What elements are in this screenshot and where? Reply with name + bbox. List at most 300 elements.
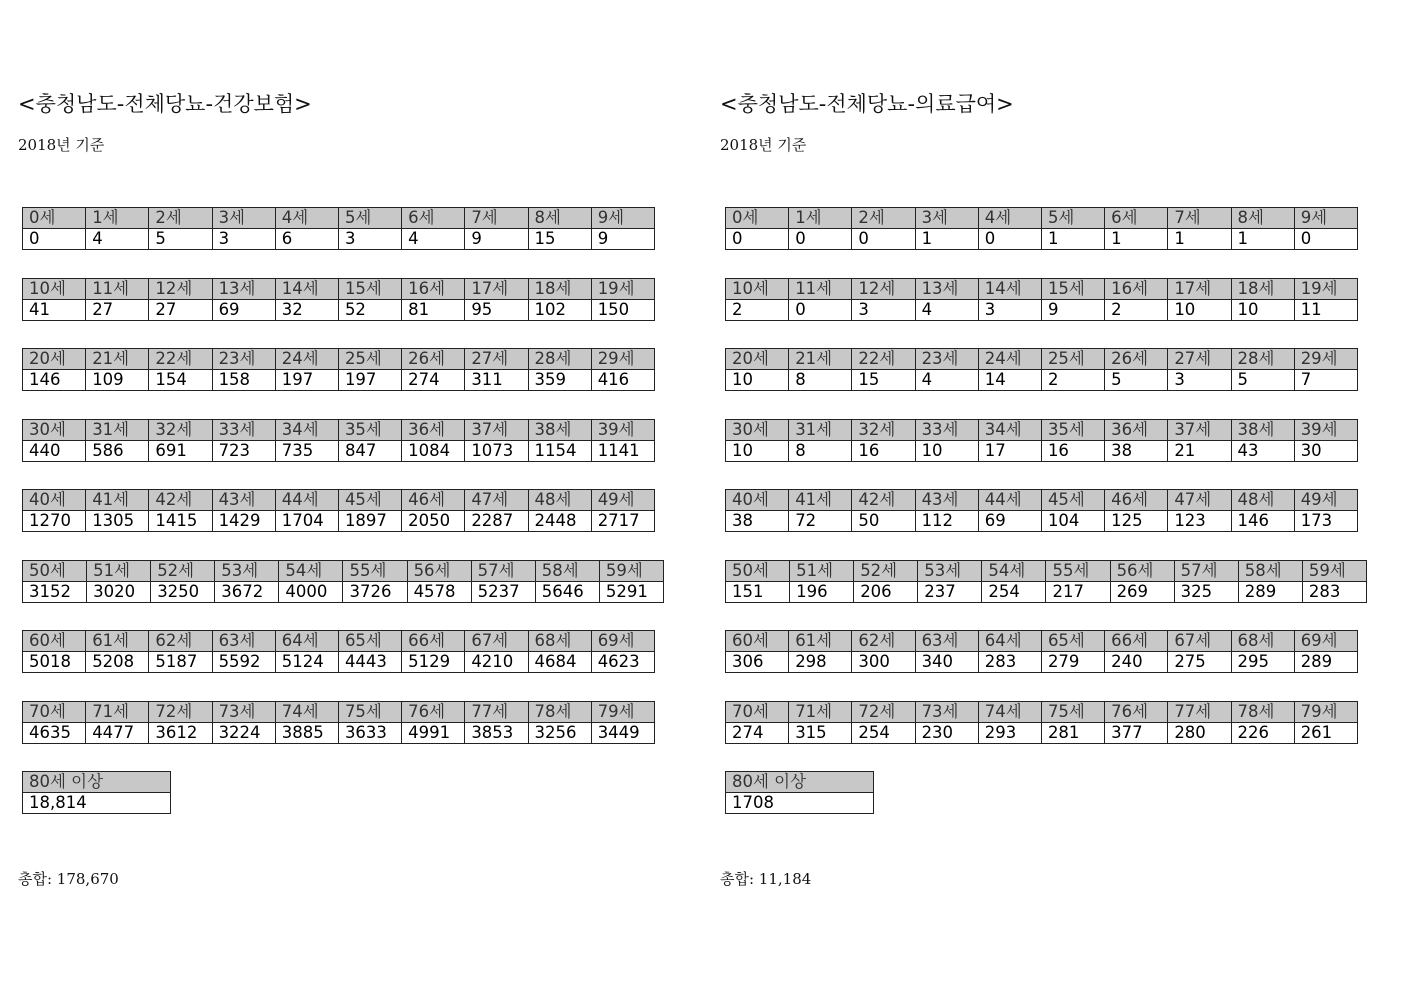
age-header-cell: 67세 bbox=[1168, 631, 1231, 652]
count-value-cell: 3612 bbox=[149, 723, 212, 744]
count-value-cell: 1 bbox=[915, 229, 978, 250]
count-value-cell: 1897 bbox=[338, 511, 401, 532]
count-value-cell: 2050 bbox=[402, 511, 465, 532]
age-header-cell: 28세 bbox=[1231, 349, 1294, 370]
count-value-cell: 2287 bbox=[465, 511, 528, 532]
count-value-cell: 3449 bbox=[591, 723, 654, 744]
age-header-cell: 32세 bbox=[149, 420, 212, 441]
count-value-cell: 125 bbox=[1105, 511, 1168, 532]
age-header-cell: 63세 bbox=[915, 631, 978, 652]
age-header-cell: 20세 bbox=[23, 349, 86, 370]
age-header-cell: 53세 bbox=[215, 561, 279, 582]
age-header-cell: 74세 bbox=[978, 702, 1041, 723]
count-value-cell: 4635 bbox=[23, 723, 86, 744]
age-header-cell: 62세 bbox=[852, 631, 915, 652]
count-value-cell: 27 bbox=[149, 300, 212, 321]
age-header-cell: 22세 bbox=[149, 349, 212, 370]
age-header-cell: 66세 bbox=[1105, 631, 1168, 652]
age-header-cell: 22세 bbox=[852, 349, 915, 370]
age-header-cell: 42세 bbox=[852, 490, 915, 511]
count-value-cell: 295 bbox=[1231, 652, 1294, 673]
age-header-cell: 14세 bbox=[275, 279, 338, 300]
age-header-cell: 41세 bbox=[789, 490, 852, 511]
age-header-cell: 64세 bbox=[275, 631, 338, 652]
count-value-cell: 32 bbox=[275, 300, 338, 321]
count-value-cell: 27 bbox=[86, 300, 149, 321]
age-header-cell: 21세 bbox=[789, 349, 852, 370]
left-panel-title: <충청남도-전체당뇨-건강보험> bbox=[18, 92, 312, 116]
age-header-cell: 4세 bbox=[275, 208, 338, 229]
age-header-cell: 51세 bbox=[87, 561, 151, 582]
count-value-cell: 377 bbox=[1105, 723, 1168, 744]
count-value-cell: 4 bbox=[86, 229, 149, 250]
age-header-cell: 63세 bbox=[212, 631, 275, 652]
age-header-cell: 74세 bbox=[275, 702, 338, 723]
count-value-cell: 15 bbox=[528, 229, 591, 250]
age-header-cell: 28세 bbox=[528, 349, 591, 370]
age-header-cell: 65세 bbox=[338, 631, 401, 652]
age-group-table bbox=[22, 207, 655, 250]
count-value-cell: 2717 bbox=[591, 511, 654, 532]
age-header-cell: 8세 bbox=[1231, 208, 1294, 229]
count-value-cell: 340 bbox=[915, 652, 978, 673]
count-value-cell: 1073 bbox=[465, 441, 528, 462]
count-value-cell: 4 bbox=[915, 300, 978, 321]
age-header-cell: 68세 bbox=[1231, 631, 1294, 652]
count-value-cell: 15 bbox=[852, 370, 915, 391]
count-value-cell: 4210 bbox=[465, 652, 528, 673]
count-value-cell: 14 bbox=[978, 370, 1041, 391]
count-value-cell: 3 bbox=[852, 300, 915, 321]
count-value-cell: 9 bbox=[1041, 300, 1104, 321]
age-header-cell: 77세 bbox=[465, 702, 528, 723]
count-value-cell: 283 bbox=[1302, 582, 1366, 603]
age-header-cell: 39세 bbox=[591, 420, 654, 441]
count-value-cell: 1141 bbox=[591, 441, 654, 462]
count-value-cell: 2 bbox=[1041, 370, 1104, 391]
age-header-cell: 75세 bbox=[1041, 702, 1104, 723]
age-header-cell: 16세 bbox=[1105, 279, 1168, 300]
count-value-cell: 10 bbox=[1168, 300, 1231, 321]
count-value-cell: 2 bbox=[1105, 300, 1168, 321]
count-value-cell: 5291 bbox=[599, 582, 663, 603]
count-value-cell: 3672 bbox=[215, 582, 279, 603]
age-header-cell: 2세 bbox=[149, 208, 212, 229]
age-group-table bbox=[725, 489, 1358, 532]
age-group-table bbox=[22, 348, 655, 391]
count-value-cell: 4443 bbox=[338, 652, 401, 673]
age-header-cell: 20세 bbox=[726, 349, 789, 370]
age-header-cell: 69세 bbox=[1294, 631, 1357, 652]
age-header-cell: 18세 bbox=[528, 279, 591, 300]
age-header-cell: 1세 bbox=[789, 208, 852, 229]
count-value-cell: 254 bbox=[852, 723, 915, 744]
age-header-cell: 62세 bbox=[149, 631, 212, 652]
age-header-cell: 76세 bbox=[1105, 702, 1168, 723]
count-value-cell: 50 bbox=[852, 511, 915, 532]
age-group-table bbox=[22, 771, 171, 814]
age-header-cell: 11세 bbox=[789, 279, 852, 300]
count-value-cell: 146 bbox=[1231, 511, 1294, 532]
age-header-cell: 54세 bbox=[982, 561, 1046, 582]
count-value-cell: 298 bbox=[789, 652, 852, 673]
count-value-cell: 5129 bbox=[402, 652, 465, 673]
count-value-cell: 8 bbox=[789, 441, 852, 462]
count-value-cell: 586 bbox=[86, 441, 149, 462]
age-header-cell: 44세 bbox=[275, 490, 338, 511]
age-group-table bbox=[22, 701, 655, 744]
age-group-table bbox=[725, 419, 1358, 462]
count-value-cell: 72 bbox=[789, 511, 852, 532]
count-value-cell: 289 bbox=[1238, 582, 1302, 603]
age-header-cell: 42세 bbox=[149, 490, 212, 511]
age-header-cell: 6세 bbox=[1105, 208, 1168, 229]
age-header-cell: 25세 bbox=[338, 349, 401, 370]
age-header-cell: 19세 bbox=[1294, 279, 1357, 300]
count-value-cell: 38 bbox=[726, 511, 789, 532]
age-header-cell: 50세 bbox=[23, 561, 87, 582]
age-header-cell: 2세 bbox=[852, 208, 915, 229]
count-value-cell: 3 bbox=[212, 229, 275, 250]
count-value-cell: 279 bbox=[1041, 652, 1104, 673]
age-header-cell: 45세 bbox=[338, 490, 401, 511]
age-header-cell: 49세 bbox=[591, 490, 654, 511]
count-value-cell: 254 bbox=[982, 582, 1046, 603]
age-header-cell: 27세 bbox=[465, 349, 528, 370]
age-header-cell: 12세 bbox=[149, 279, 212, 300]
count-value-cell: 95 bbox=[465, 300, 528, 321]
count-value-cell: 1708 bbox=[726, 793, 874, 814]
count-value-cell: 109 bbox=[86, 370, 149, 391]
age-header-cell: 35세 bbox=[1041, 420, 1104, 441]
count-value-cell: 81 bbox=[402, 300, 465, 321]
count-value-cell: 1 bbox=[1168, 229, 1231, 250]
count-value-cell: 306 bbox=[726, 652, 789, 673]
count-value-cell: 158 bbox=[212, 370, 275, 391]
age-header-cell: 57세 bbox=[471, 561, 535, 582]
age-header-cell: 66세 bbox=[402, 631, 465, 652]
age-header-cell: 0세 bbox=[726, 208, 789, 229]
count-value-cell: 112 bbox=[915, 511, 978, 532]
count-value-cell: 5124 bbox=[275, 652, 338, 673]
age-header-cell: 61세 bbox=[86, 631, 149, 652]
count-value-cell: 4578 bbox=[407, 582, 471, 603]
age-header-cell: 23세 bbox=[212, 349, 275, 370]
age-group-table bbox=[725, 278, 1358, 321]
count-value-cell: 281 bbox=[1041, 723, 1104, 744]
age-group-table bbox=[725, 207, 1358, 250]
age-header-cell: 78세 bbox=[1231, 702, 1294, 723]
age-header-cell: 69세 bbox=[591, 631, 654, 652]
count-value-cell: 146 bbox=[23, 370, 86, 391]
count-value-cell: 275 bbox=[1168, 652, 1231, 673]
age-header-cell: 79세 bbox=[1294, 702, 1357, 723]
age-header-cell: 51세 bbox=[790, 561, 854, 582]
age-header-cell: 36세 bbox=[1105, 420, 1168, 441]
count-value-cell: 237 bbox=[918, 582, 982, 603]
age-header-cell: 47세 bbox=[1168, 490, 1231, 511]
age-header-cell: 59세 bbox=[599, 561, 663, 582]
count-value-cell: 261 bbox=[1294, 723, 1357, 744]
count-value-cell: 1415 bbox=[149, 511, 212, 532]
count-value-cell: 21 bbox=[1168, 441, 1231, 462]
count-value-cell: 151 bbox=[726, 582, 790, 603]
count-value-cell: 240 bbox=[1105, 652, 1168, 673]
count-value-cell: 69 bbox=[212, 300, 275, 321]
age-header-cell: 65세 bbox=[1041, 631, 1104, 652]
right-panel-title: <충청남도-전체당뇨-의료급여> bbox=[720, 92, 1014, 116]
count-value-cell: 847 bbox=[338, 441, 401, 462]
count-value-cell: 0 bbox=[23, 229, 86, 250]
age-header-cell: 31세 bbox=[789, 420, 852, 441]
count-value-cell: 196 bbox=[790, 582, 854, 603]
age-header-cell: 15세 bbox=[1041, 279, 1104, 300]
count-value-cell: 4 bbox=[915, 370, 978, 391]
count-value-cell: 735 bbox=[275, 441, 338, 462]
age-header-cell: 80세 이상 bbox=[23, 772, 171, 793]
age-header-cell: 12세 bbox=[852, 279, 915, 300]
count-value-cell: 197 bbox=[338, 370, 401, 391]
age-header-cell: 67세 bbox=[465, 631, 528, 652]
age-header-cell: 17세 bbox=[1168, 279, 1231, 300]
age-header-cell: 14세 bbox=[978, 279, 1041, 300]
count-value-cell: 3633 bbox=[338, 723, 401, 744]
count-value-cell: 1 bbox=[1041, 229, 1104, 250]
count-value-cell: 30 bbox=[1294, 441, 1357, 462]
count-value-cell: 289 bbox=[1294, 652, 1357, 673]
age-header-cell: 21세 bbox=[86, 349, 149, 370]
count-value-cell: 11 bbox=[1294, 300, 1357, 321]
count-value-cell: 723 bbox=[212, 441, 275, 462]
age-header-cell: 34세 bbox=[978, 420, 1041, 441]
count-value-cell: 3152 bbox=[23, 582, 87, 603]
count-value-cell: 3224 bbox=[212, 723, 275, 744]
count-value-cell: 1429 bbox=[212, 511, 275, 532]
age-header-cell: 3세 bbox=[212, 208, 275, 229]
age-header-cell: 60세 bbox=[726, 631, 789, 652]
age-header-cell: 24세 bbox=[275, 349, 338, 370]
count-value-cell: 5208 bbox=[86, 652, 149, 673]
left-panel-total: 총합: 178,670 bbox=[18, 870, 119, 888]
age-header-cell: 56세 bbox=[407, 561, 471, 582]
age-header-cell: 30세 bbox=[23, 420, 86, 441]
count-value-cell: 0 bbox=[789, 229, 852, 250]
count-value-cell: 1704 bbox=[275, 511, 338, 532]
age-header-cell: 37세 bbox=[1168, 420, 1231, 441]
age-header-cell: 11세 bbox=[86, 279, 149, 300]
count-value-cell: 4477 bbox=[86, 723, 149, 744]
age-header-cell: 1세 bbox=[86, 208, 149, 229]
age-header-cell: 13세 bbox=[915, 279, 978, 300]
age-header-cell: 33세 bbox=[915, 420, 978, 441]
left-panel-subtitle: 2018년 기준 bbox=[18, 136, 105, 154]
count-value-cell: 0 bbox=[978, 229, 1041, 250]
count-value-cell: 43 bbox=[1231, 441, 1294, 462]
age-header-cell: 45세 bbox=[1041, 490, 1104, 511]
age-header-cell: 73세 bbox=[915, 702, 978, 723]
age-header-cell: 39세 bbox=[1294, 420, 1357, 441]
count-value-cell: 315 bbox=[789, 723, 852, 744]
count-value-cell: 197 bbox=[275, 370, 338, 391]
count-value-cell: 3 bbox=[1168, 370, 1231, 391]
count-value-cell: 3256 bbox=[528, 723, 591, 744]
count-value-cell: 10 bbox=[915, 441, 978, 462]
count-value-cell: 1305 bbox=[86, 511, 149, 532]
age-header-cell: 71세 bbox=[86, 702, 149, 723]
age-group-table bbox=[22, 278, 655, 321]
age-header-cell: 3세 bbox=[915, 208, 978, 229]
age-header-cell: 47세 bbox=[465, 490, 528, 511]
count-value-cell: 104 bbox=[1041, 511, 1104, 532]
age-header-cell: 70세 bbox=[23, 702, 86, 723]
age-header-cell: 80세 이상 bbox=[726, 772, 874, 793]
age-header-cell: 4세 bbox=[978, 208, 1041, 229]
count-value-cell: 52 bbox=[338, 300, 401, 321]
count-value-cell: 6 bbox=[275, 229, 338, 250]
age-header-cell: 53세 bbox=[918, 561, 982, 582]
count-value-cell: 1 bbox=[1105, 229, 1168, 250]
age-header-cell: 40세 bbox=[23, 490, 86, 511]
count-value-cell: 0 bbox=[726, 229, 789, 250]
age-header-cell: 25세 bbox=[1041, 349, 1104, 370]
count-value-cell: 206 bbox=[854, 582, 918, 603]
count-value-cell: 269 bbox=[1110, 582, 1174, 603]
age-header-cell: 26세 bbox=[402, 349, 465, 370]
count-value-cell: 311 bbox=[465, 370, 528, 391]
count-value-cell: 416 bbox=[591, 370, 654, 391]
age-header-cell: 27세 bbox=[1168, 349, 1231, 370]
count-value-cell: 230 bbox=[915, 723, 978, 744]
count-value-cell: 300 bbox=[852, 652, 915, 673]
age-header-cell: 6세 bbox=[402, 208, 465, 229]
age-header-cell: 9세 bbox=[1294, 208, 1357, 229]
count-value-cell: 3 bbox=[978, 300, 1041, 321]
age-header-cell: 17세 bbox=[465, 279, 528, 300]
age-group-table bbox=[22, 560, 664, 603]
count-value-cell: 1 bbox=[1231, 229, 1294, 250]
age-header-cell: 29세 bbox=[1294, 349, 1357, 370]
count-value-cell: 2448 bbox=[528, 511, 591, 532]
age-group-table bbox=[725, 701, 1358, 744]
age-header-cell: 58세 bbox=[1238, 561, 1302, 582]
age-header-cell: 7세 bbox=[1168, 208, 1231, 229]
age-header-cell: 35세 bbox=[338, 420, 401, 441]
count-value-cell: 3726 bbox=[343, 582, 407, 603]
count-value-cell: 440 bbox=[23, 441, 86, 462]
age-header-cell: 46세 bbox=[402, 490, 465, 511]
count-value-cell: 274 bbox=[726, 723, 789, 744]
count-value-cell: 3250 bbox=[151, 582, 215, 603]
count-value-cell: 4991 bbox=[402, 723, 465, 744]
count-value-cell: 5 bbox=[1105, 370, 1168, 391]
age-header-cell: 43세 bbox=[915, 490, 978, 511]
count-value-cell: 154 bbox=[149, 370, 212, 391]
age-header-cell: 43세 bbox=[212, 490, 275, 511]
age-header-cell: 79세 bbox=[591, 702, 654, 723]
count-value-cell: 16 bbox=[1041, 441, 1104, 462]
age-header-cell: 36세 bbox=[402, 420, 465, 441]
age-header-cell: 40세 bbox=[726, 490, 789, 511]
age-header-cell: 72세 bbox=[852, 702, 915, 723]
count-value-cell: 226 bbox=[1231, 723, 1294, 744]
right-panel-total: 총합: 11,184 bbox=[720, 870, 812, 888]
count-value-cell: 3 bbox=[338, 229, 401, 250]
count-value-cell: 123 bbox=[1168, 511, 1231, 532]
age-header-cell: 37세 bbox=[465, 420, 528, 441]
age-header-cell: 38세 bbox=[528, 420, 591, 441]
age-header-cell: 30세 bbox=[726, 420, 789, 441]
right-panel-subtitle: 2018년 기준 bbox=[720, 136, 807, 154]
age-group-table bbox=[725, 560, 1367, 603]
count-value-cell: 10 bbox=[726, 370, 789, 391]
age-header-cell: 10세 bbox=[23, 279, 86, 300]
count-value-cell: 9 bbox=[465, 229, 528, 250]
age-header-cell: 57세 bbox=[1174, 561, 1238, 582]
count-value-cell: 41 bbox=[23, 300, 86, 321]
count-value-cell: 2 bbox=[726, 300, 789, 321]
age-header-cell: 7세 bbox=[465, 208, 528, 229]
count-value-cell: 691 bbox=[149, 441, 212, 462]
count-value-cell: 1270 bbox=[23, 511, 86, 532]
age-header-cell: 5세 bbox=[1041, 208, 1104, 229]
age-header-cell: 55세 bbox=[1046, 561, 1110, 582]
age-group-table bbox=[22, 630, 655, 673]
age-header-cell: 72세 bbox=[149, 702, 212, 723]
count-value-cell: 17 bbox=[978, 441, 1041, 462]
age-header-cell: 41세 bbox=[86, 490, 149, 511]
count-value-cell: 3020 bbox=[87, 582, 151, 603]
age-header-cell: 31세 bbox=[86, 420, 149, 441]
count-value-cell: 150 bbox=[591, 300, 654, 321]
count-value-cell: 5 bbox=[149, 229, 212, 250]
count-value-cell: 4623 bbox=[591, 652, 654, 673]
count-value-cell: 359 bbox=[528, 370, 591, 391]
age-header-cell: 59세 bbox=[1302, 561, 1366, 582]
count-value-cell: 5187 bbox=[149, 652, 212, 673]
count-value-cell: 283 bbox=[978, 652, 1041, 673]
age-header-cell: 58세 bbox=[535, 561, 599, 582]
count-value-cell: 217 bbox=[1046, 582, 1110, 603]
count-value-cell: 4684 bbox=[528, 652, 591, 673]
age-header-cell: 34세 bbox=[275, 420, 338, 441]
age-header-cell: 24세 bbox=[978, 349, 1041, 370]
age-header-cell: 75세 bbox=[338, 702, 401, 723]
count-value-cell: 280 bbox=[1168, 723, 1231, 744]
count-value-cell: 7 bbox=[1294, 370, 1357, 391]
age-header-cell: 61세 bbox=[789, 631, 852, 652]
age-header-cell: 19세 bbox=[591, 279, 654, 300]
count-value-cell: 325 bbox=[1174, 582, 1238, 603]
age-header-cell: 46세 bbox=[1105, 490, 1168, 511]
age-header-cell: 52세 bbox=[151, 561, 215, 582]
age-header-cell: 9세 bbox=[591, 208, 654, 229]
age-header-cell: 55세 bbox=[343, 561, 407, 582]
count-value-cell: 16 bbox=[852, 441, 915, 462]
age-group-table bbox=[22, 489, 655, 532]
count-value-cell: 10 bbox=[726, 441, 789, 462]
age-header-cell: 29세 bbox=[591, 349, 654, 370]
count-value-cell: 1084 bbox=[402, 441, 465, 462]
age-header-cell: 10세 bbox=[726, 279, 789, 300]
age-header-cell: 15세 bbox=[338, 279, 401, 300]
count-value-cell: 0 bbox=[1294, 229, 1357, 250]
age-header-cell: 71세 bbox=[789, 702, 852, 723]
age-header-cell: 33세 bbox=[212, 420, 275, 441]
count-value-cell: 102 bbox=[528, 300, 591, 321]
age-header-cell: 56세 bbox=[1110, 561, 1174, 582]
age-header-cell: 18세 bbox=[1231, 279, 1294, 300]
count-value-cell: 173 bbox=[1294, 511, 1357, 532]
